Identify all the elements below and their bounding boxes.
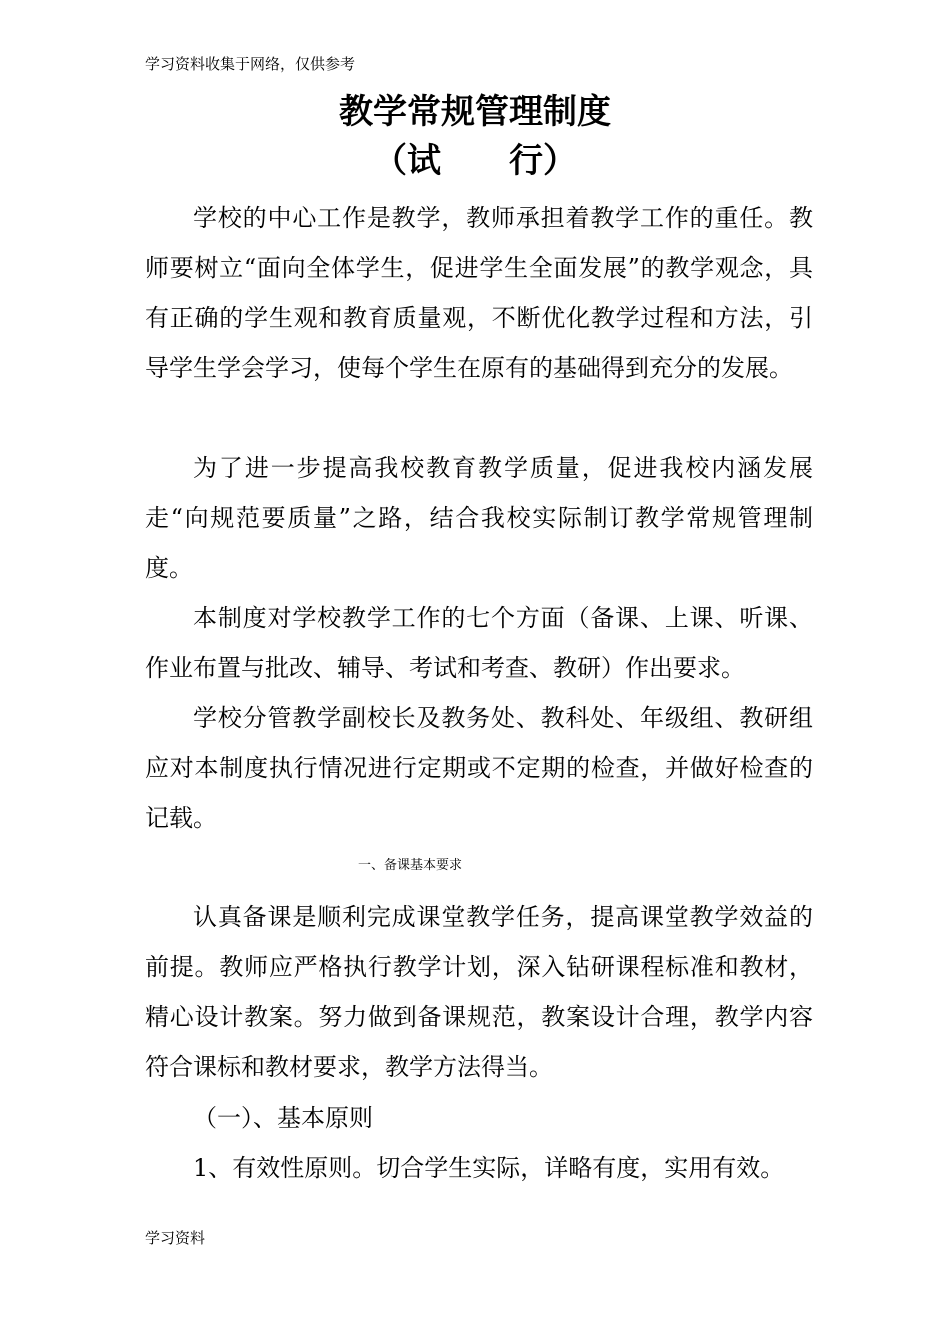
paragraph-purpose: 为了进一步提高我校教育教学质量，促进我校内涵发展走“向规范要质量”之路，结合我校实际制订教学常规管理制度。	[145, 454, 813, 582]
footer-note: 学习资料	[145, 1229, 206, 1247]
section-paragraph: 认真备课是顺利完成课堂教学任务，提高课堂教学效益的前提。教师应严格执行教学计划，深入钻研课程标准和教材，精心设计教案。努力做到备课规范，教案设计合理，教学内容符合课标和教材要求，教学方法得当。	[145, 903, 813, 1081]
subheading-principles: （一）、基本原则	[193, 1104, 373, 1132]
paragraph-supervision: 学校分管教学副校长及教务处、教科处、年级组、教研组应对本制度执行情况进行定期或不定期的检查，并做好检查的记载。	[145, 704, 813, 832]
list-item-effectiveness: 1、有效性原则。切合学生实际，详略有度，实用有效。	[193, 1154, 785, 1182]
section-heading: 一、备课基本要求	[358, 858, 463, 873]
paragraph-scope: 本制度对学校教学工作的七个方面（备课、上课、听课、作业布置与批改、辅导、考试和考查、教研）作出要求。	[145, 604, 813, 682]
header-note: 学习资料收集于网络，仅供参考	[145, 55, 356, 73]
paragraph-intro: 学校的中心工作是教学，教师承担着教学工作的重任。教师要树立“面向全体学生，促进学生全面发展”的教学观念，具有正确的学生观和教育质量观，不断优化教学过程和方法，引导学生学会学习，使每个学生在原有的基础得到充分的发展。	[145, 204, 813, 382]
page-title: 教学常规管理制度	[339, 92, 611, 132]
page-subtitle: （试 行）	[373, 141, 577, 181]
